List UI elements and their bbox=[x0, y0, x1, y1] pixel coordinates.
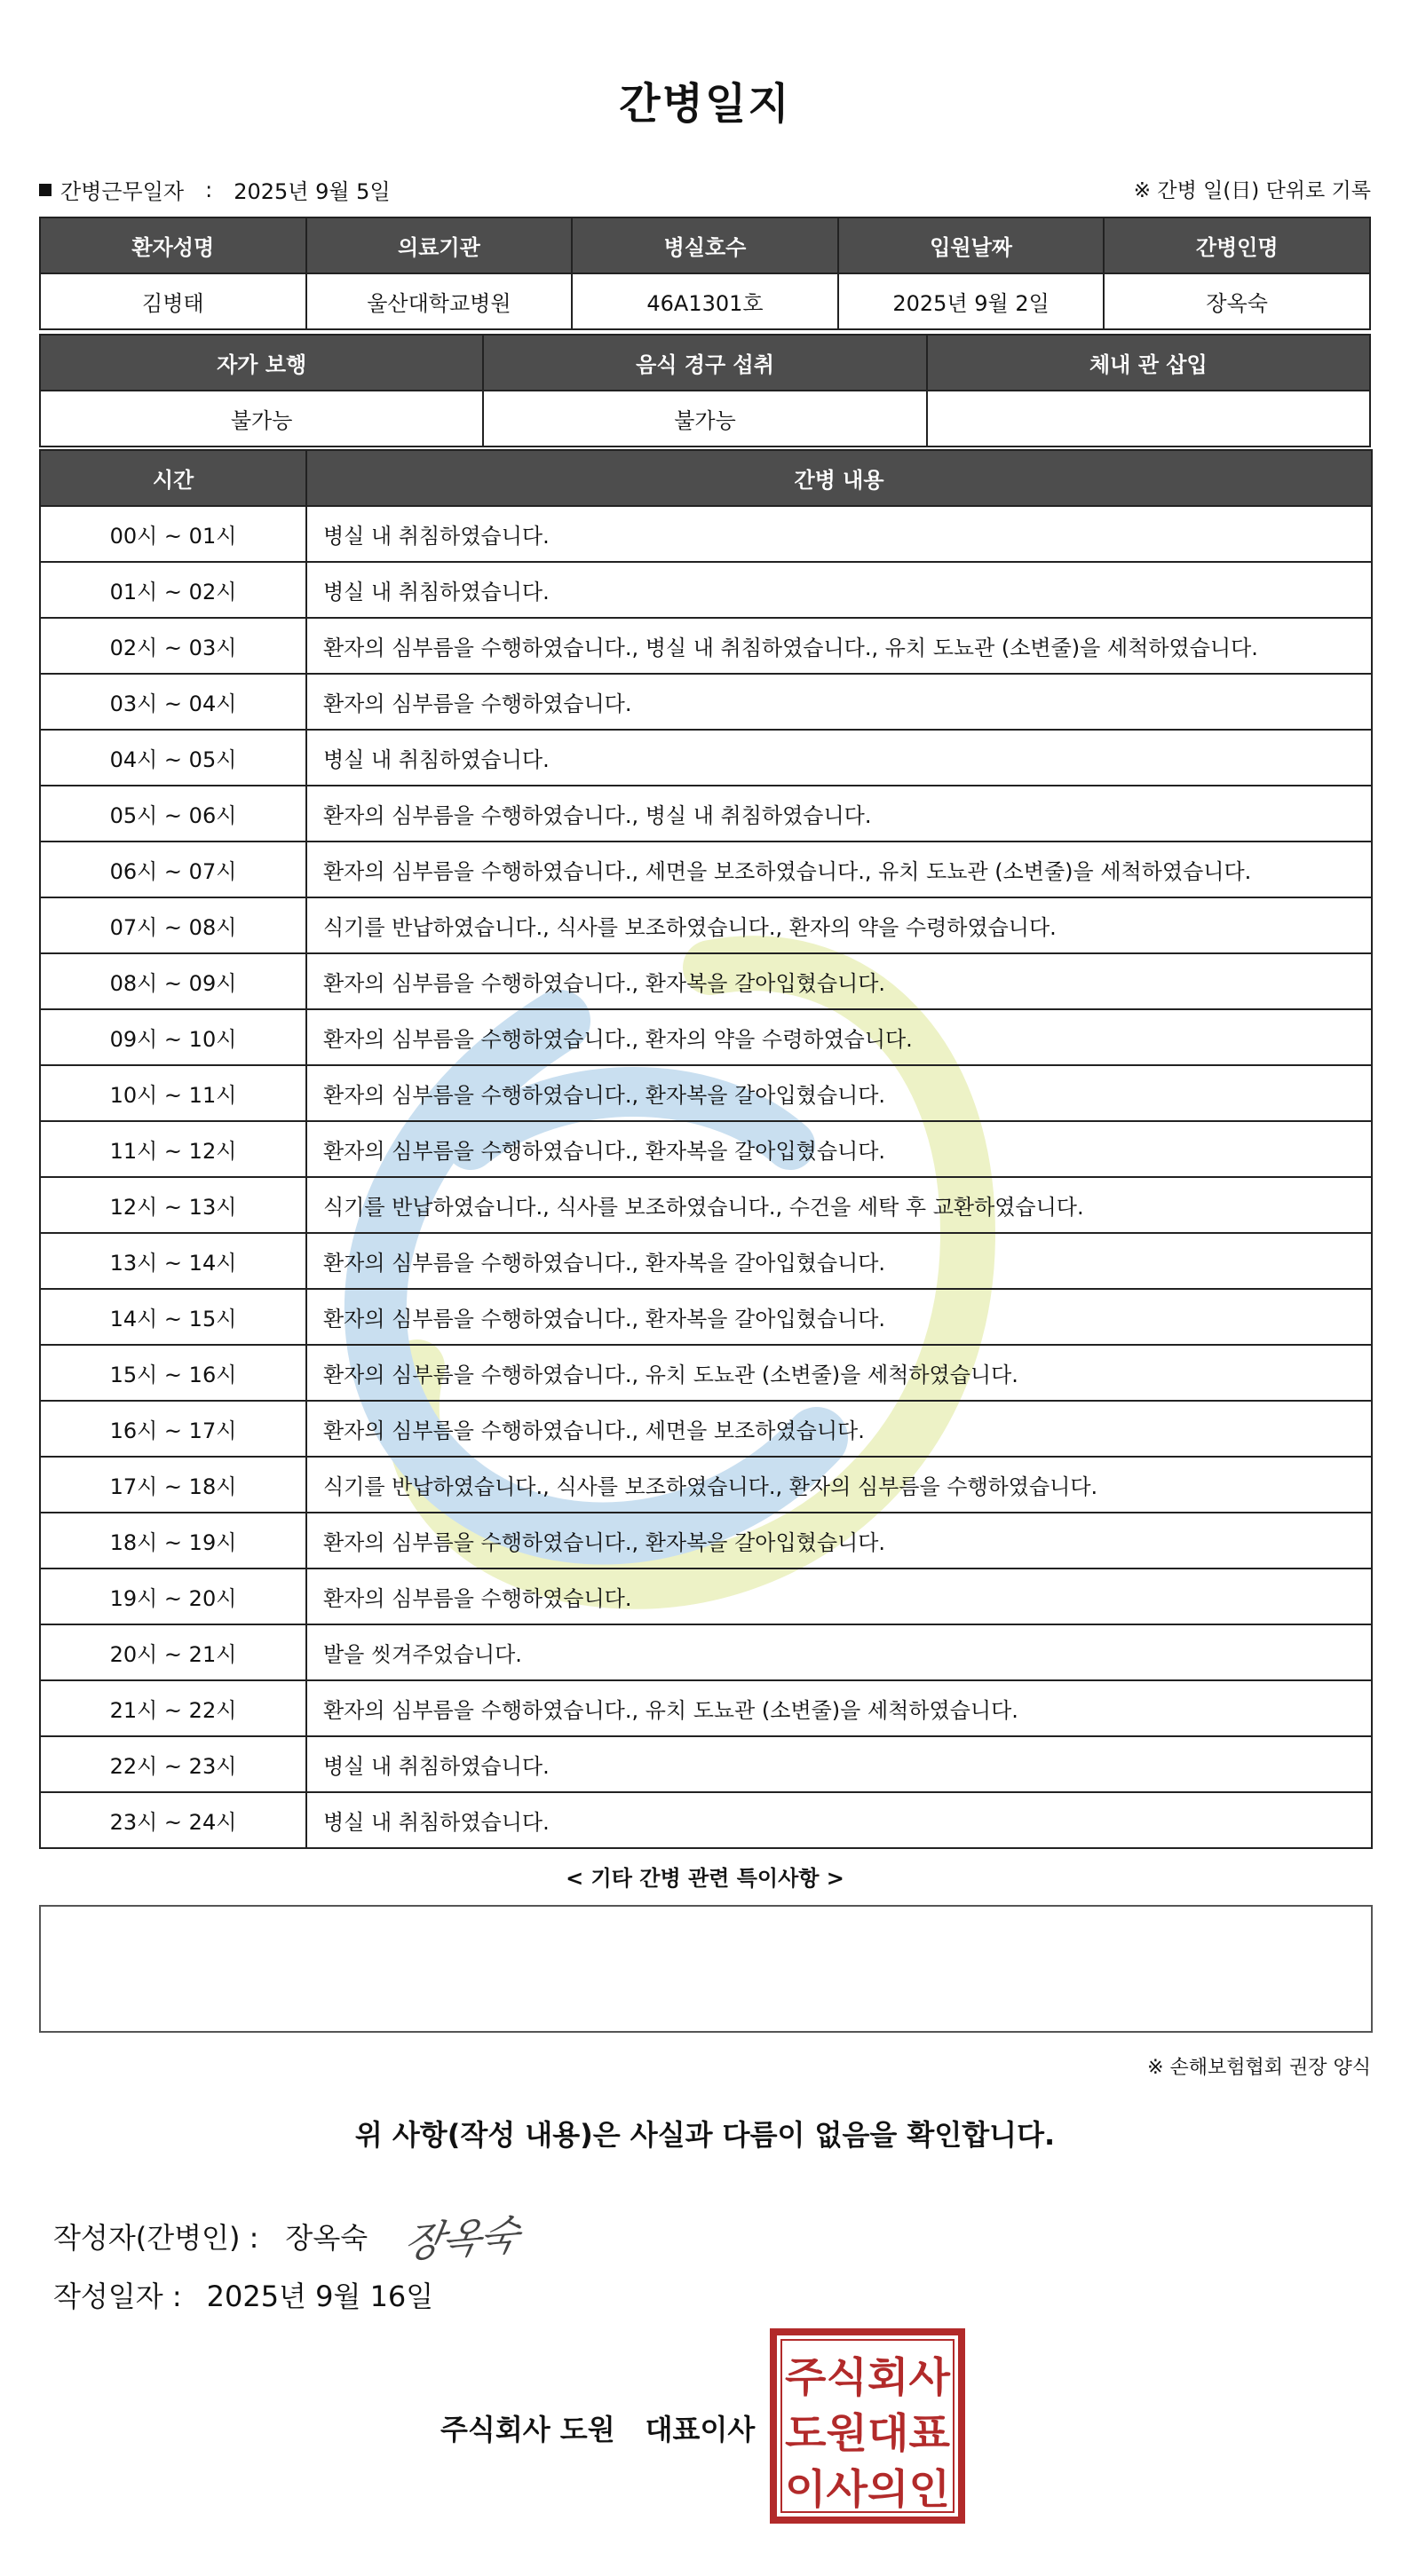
log-content: 환자의 심부름을 수행하였습니다., 유치 도뇨관 (소변줄)을 세척하였습니다. bbox=[306, 1680, 1372, 1736]
log-content: 환자의 심부름을 수행하였습니다., 환자복을 갈아입혔습니다. bbox=[306, 1121, 1372, 1177]
notes-text bbox=[41, 1907, 1371, 1928]
log-time: 11시 ~ 12시 bbox=[40, 1121, 306, 1177]
seal-line-2: 도원대표 bbox=[785, 2409, 951, 2457]
patient-header-row bbox=[40, 217, 1370, 273]
log-time: 19시 ~ 20시 bbox=[40, 1569, 306, 1624]
written-date-label: 작성일자 : bbox=[53, 2280, 182, 2313]
log-time: 12시 ~ 13시 bbox=[40, 1177, 306, 1233]
ability-header-row bbox=[40, 335, 1370, 391]
patient-info-table bbox=[39, 217, 1371, 330]
header-hospital: 의료기관 bbox=[306, 217, 573, 273]
seal-line-1: 주식회사 bbox=[785, 2353, 951, 2401]
log-row bbox=[40, 953, 1372, 1009]
care-date-label: 간병근무일자 bbox=[60, 179, 185, 204]
log-row bbox=[40, 1624, 1372, 1680]
log-content: 병실 내 취침하였습니다. bbox=[306, 562, 1372, 618]
walking-value: 불가능 bbox=[40, 391, 483, 446]
log-row bbox=[40, 562, 1372, 618]
log-time: 13시 ~ 14시 bbox=[40, 1233, 306, 1289]
log-row bbox=[40, 618, 1372, 674]
log-time: 18시 ~ 19시 bbox=[40, 1513, 306, 1569]
notes-title: < 기타 간병 관련 특이사항 > bbox=[566, 1866, 844, 1891]
log-time: 15시 ~ 16시 bbox=[40, 1345, 306, 1401]
log-time: 00시 ~ 01시 bbox=[40, 506, 306, 562]
log-row bbox=[40, 1457, 1372, 1513]
seal-line-3: 이사의인 bbox=[785, 2465, 950, 2513]
header-care-content: 간병 내용 bbox=[306, 450, 1372, 506]
log-time: 21시 ~ 22시 bbox=[40, 1680, 306, 1736]
log-row bbox=[40, 786, 1372, 842]
header-oral-intake: 음식 경구 섭취 bbox=[483, 335, 926, 391]
log-content: 환자의 심부름을 수행하였습니다., 세면을 보조하였습니다., 유치 도뇨관 (소변줄)을 세척하였습니다. bbox=[306, 842, 1372, 897]
log-content: 환자의 심부름을 수행하였습니다., 유치 도뇨관 (소변줄)을 세척하였습니다. bbox=[306, 1345, 1372, 1401]
company-signoff bbox=[440, 2407, 755, 2448]
log-content: 환자의 심부름을 수행하였습니다., 병실 내 취침하였습니다., 유치 도뇨관 (소변줄)을 세척하였습니다. bbox=[306, 618, 1372, 674]
log-time: 07시 ~ 08시 bbox=[40, 897, 306, 953]
log-time: 22시 ~ 23시 bbox=[40, 1736, 306, 1792]
log-content: 병실 내 취침하였습니다. bbox=[306, 1736, 1372, 1792]
log-content: 환자의 심부름을 수행하였습니다., 환자의 약을 수령하였습니다. bbox=[306, 1009, 1372, 1065]
log-time: 03시 ~ 04시 bbox=[40, 674, 306, 730]
log-content: 환자의 심부름을 수행하였습니다., 환자복을 갈아입혔습니다. bbox=[306, 1233, 1372, 1289]
log-row bbox=[40, 674, 1372, 730]
written-date-value: 2025년 9월 16일 bbox=[206, 2280, 434, 2313]
care-log-body bbox=[40, 506, 1372, 1848]
caregiver-name: 장옥숙 bbox=[1104, 273, 1370, 329]
log-row bbox=[40, 1233, 1372, 1289]
header-room: 병실호수 bbox=[572, 217, 838, 273]
log-time: 23시 ~ 24시 bbox=[40, 1792, 306, 1848]
header-admission-date: 입원날짜 bbox=[838, 217, 1105, 273]
patient-value-row bbox=[40, 273, 1370, 329]
confirmation-statement: 위 사항(작성 내용)은 사실과 다름이 없음을 확인합니다. bbox=[354, 2118, 1056, 2152]
log-time: 05시 ~ 06시 bbox=[40, 786, 306, 842]
log-time: 16시 ~ 17시 bbox=[40, 1401, 306, 1457]
log-content: 환자의 심부름을 수행하였습니다., 환자복을 갈아입혔습니다. bbox=[306, 1513, 1372, 1569]
log-row bbox=[40, 1177, 1372, 1233]
log-row bbox=[40, 1513, 1372, 1569]
log-content: 식기를 반납하였습니다., 식사를 보조하였습니다., 환자의 심부름을 수행하였습니다. bbox=[306, 1457, 1372, 1513]
bullet-square-icon bbox=[39, 184, 51, 196]
log-content: 발을 씻겨주었습니다. bbox=[306, 1624, 1372, 1680]
oral-intake-value: 불가능 bbox=[483, 391, 926, 446]
log-time: 17시 ~ 18시 bbox=[40, 1457, 306, 1513]
log-time: 10시 ~ 11시 bbox=[40, 1065, 306, 1121]
ability-value-row bbox=[40, 391, 1370, 446]
log-row bbox=[40, 1680, 1372, 1736]
log-row bbox=[40, 1345, 1372, 1401]
page-title: 간병일지 bbox=[619, 79, 791, 129]
log-row bbox=[40, 1009, 1372, 1065]
log-content: 병실 내 취침하였습니다. bbox=[306, 1792, 1372, 1848]
log-content: 환자의 심부름을 수행하였습니다., 병실 내 취침하였습니다. bbox=[306, 786, 1372, 842]
log-row bbox=[40, 730, 1372, 786]
care-date bbox=[39, 174, 391, 205]
header-patient-name: 환자성명 bbox=[40, 217, 306, 273]
writer-name: 장옥숙 bbox=[285, 2221, 368, 2255]
log-content: 환자의 심부름을 수행하였습니다., 세면을 보조하였습니다. bbox=[306, 1401, 1372, 1457]
log-row bbox=[40, 1289, 1372, 1345]
company-title: 대표이사 bbox=[645, 2413, 756, 2446]
log-content: 환자의 심부름을 수행하였습니다. bbox=[306, 1569, 1372, 1624]
log-content: 병실 내 취침하였습니다. bbox=[306, 506, 1372, 562]
log-time: 08시 ~ 09시 bbox=[40, 953, 306, 1009]
patient-ability-table bbox=[39, 334, 1371, 447]
log-time: 20시 ~ 21시 bbox=[40, 1624, 306, 1680]
log-row bbox=[40, 1401, 1372, 1457]
company-seal-stamp bbox=[769, 2327, 966, 2525]
log-row bbox=[40, 506, 1372, 562]
footnote: ※ 손해보험협회 권장 양식 bbox=[1147, 2057, 1371, 2079]
written-date-row bbox=[53, 2274, 433, 2315]
writer-label: 작성자(간병인) : bbox=[53, 2221, 259, 2255]
log-content: 환자의 심부름을 수행하였습니다., 환자복을 갈아입혔습니다. bbox=[306, 953, 1372, 1009]
log-row bbox=[40, 1736, 1372, 1792]
notes-box bbox=[39, 1905, 1373, 2033]
log-row bbox=[40, 1792, 1372, 1848]
tube-insertion-value bbox=[927, 391, 1370, 446]
log-row bbox=[40, 1569, 1372, 1624]
patient-name: 김병태 bbox=[40, 273, 306, 329]
hospital-name: 울산대학교병원 bbox=[306, 273, 573, 329]
company-name: 주식회사 도원 bbox=[440, 2413, 615, 2446]
header-tube-insertion: 체내 관 삽입 bbox=[927, 335, 1370, 391]
care-date-separator: : bbox=[205, 177, 213, 202]
log-row bbox=[40, 897, 1372, 953]
header-caregiver: 간병인명 bbox=[1104, 217, 1370, 273]
log-time: 01시 ~ 02시 bbox=[40, 562, 306, 618]
log-content: 식기를 반납하였습니다., 식사를 보조하였습니다., 환자의 약을 수령하였습니다. bbox=[306, 897, 1372, 953]
log-time: 04시 ~ 05시 bbox=[40, 730, 306, 786]
log-time: 14시 ~ 15시 bbox=[40, 1289, 306, 1345]
log-time: 02시 ~ 03시 bbox=[40, 618, 306, 674]
care-date-value: 2025년 9월 5일 bbox=[234, 179, 391, 204]
admission-date: 2025년 9월 2일 bbox=[838, 273, 1105, 329]
log-time: 06시 ~ 07시 bbox=[40, 842, 306, 897]
room-number: 46A1301호 bbox=[572, 273, 838, 329]
handwritten-signature: 장옥숙 bbox=[400, 2210, 522, 2267]
log-content: 환자의 심부름을 수행하였습니다., 환자복을 갈아입혔습니다. bbox=[306, 1065, 1372, 1121]
header-time: 시간 bbox=[40, 450, 306, 506]
log-content: 병실 내 취침하였습니다. bbox=[306, 730, 1372, 786]
care-log-table bbox=[39, 449, 1373, 1849]
log-content: 환자의 심부름을 수행하였습니다., 환자복을 갈아입혔습니다. bbox=[306, 1289, 1372, 1345]
writer-row bbox=[53, 2207, 522, 2267]
log-row bbox=[40, 1121, 1372, 1177]
log-content: 식기를 반납하였습니다., 식사를 보조하였습니다., 수건을 세탁 후 교환하였습니다. bbox=[306, 1177, 1372, 1233]
log-content: 환자의 심부름을 수행하였습니다. bbox=[306, 674, 1372, 730]
log-row bbox=[40, 1065, 1372, 1121]
log-row bbox=[40, 842, 1372, 897]
unit-note: ※ 간병 일(日) 단위로 기록 bbox=[1133, 179, 1371, 202]
header-walking: 자가 보행 bbox=[40, 335, 483, 391]
log-time: 09시 ~ 10시 bbox=[40, 1009, 306, 1065]
log-header-row bbox=[40, 450, 1372, 506]
